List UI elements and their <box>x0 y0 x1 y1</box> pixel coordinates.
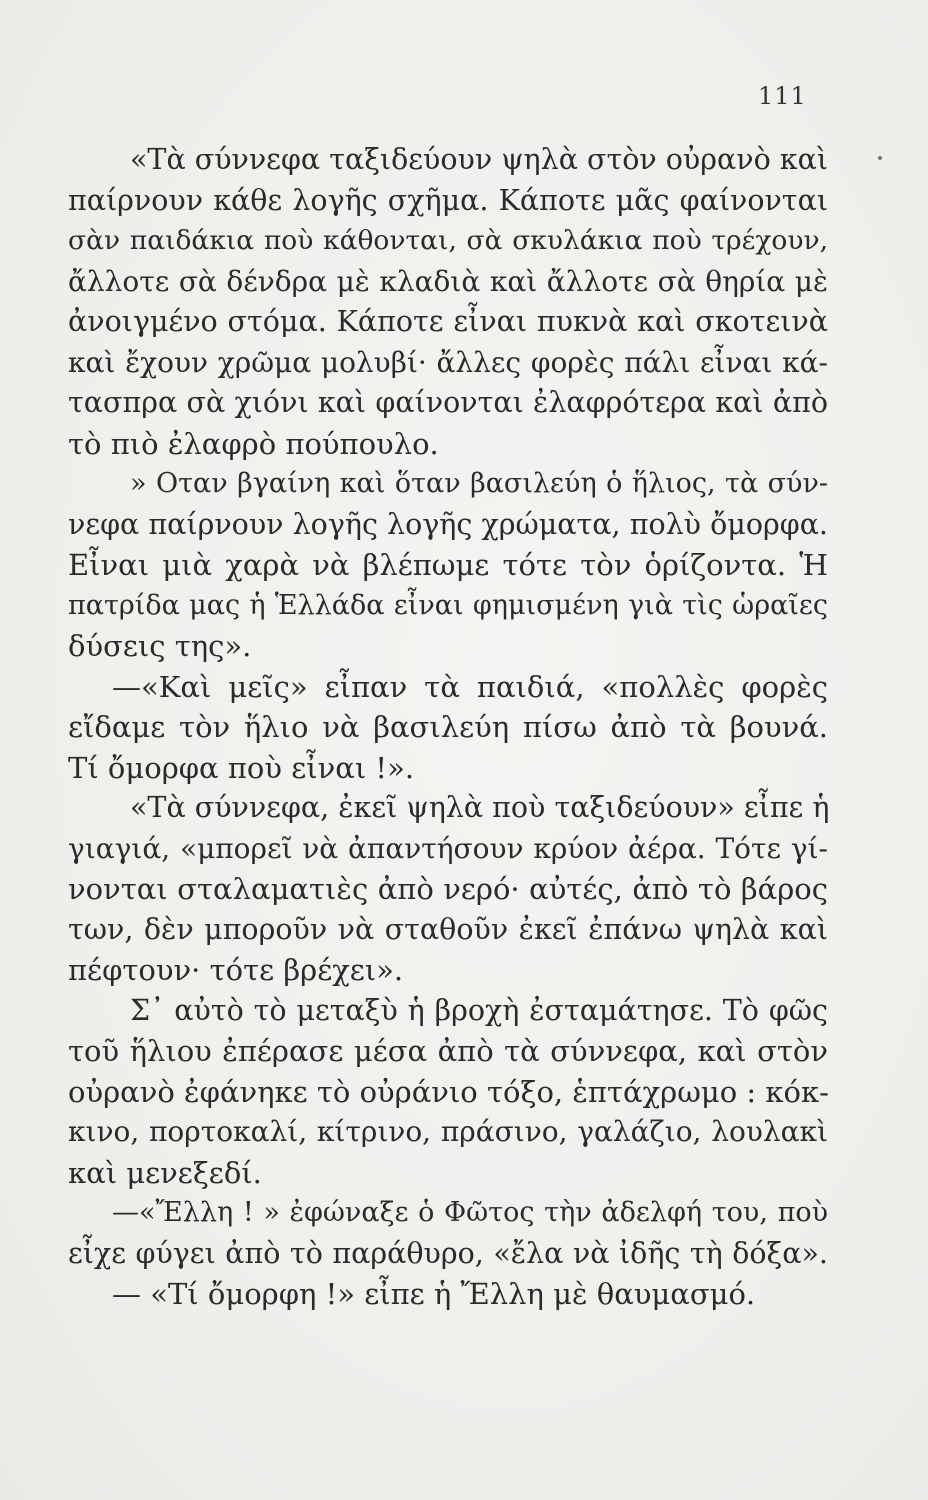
text-line: τοῦ ἥλιου ἐπέρασε μέσα ἀπὸ τὰ σύννεφα, καὶ στὸν <box>68 1034 828 1068</box>
text-line: των, δὲν μποροῦν νὰ σταθοῦν ἐκεῖ ἐπάνω ψηλὰ καὶ <box>68 912 828 946</box>
text-line: —«Ἔλλη ! » ἐφώναξε ὁ Φῶτος τὴν ἀδελφή του, ποὺ <box>112 1197 828 1228</box>
text-line: παίρνουν κάθε λογῆς σχῆμα. Κάποτε μᾶς φαίνονται <box>68 183 828 217</box>
text-line: κινο, πορτοκαλί, κίτρινο, πράσινο, γαλάζιο, λουλακὶ <box>68 1115 828 1148</box>
text-line: —«Καὶ μεῖς» εἶπαν τὰ παιδιά, «πολλὲς φορὲς <box>112 669 828 704</box>
text-line: πέφτουν· τότε βρέχει». <box>68 953 404 987</box>
body-text <box>68 140 828 1315</box>
page-number: 111 <box>758 82 807 110</box>
text-line: » Οταν βγαίνη καὶ ὅταν βασιλεύη ὁ ἥλιος, τὰ σύν- <box>130 468 828 499</box>
text-line: δύσεις της». <box>68 629 252 663</box>
text-line: καὶ ἔχουν χρῶμα μολυβί· ἄλλες φορὲς πάλι εἶναι κά- <box>68 345 828 379</box>
text-line: σὰν παιδάκια ποὺ κάθονται, σὰ σκυλάκια ποὺ τρέχουν, <box>68 225 828 256</box>
text-line: Σ᾽ αὐτὸ τὸ μεταξὺ ἡ βροχὴ ἐσταμάτησε. Τὸ φῶς <box>130 993 828 1027</box>
text-line: «Τὰ σύννεφα, ἐκεῖ ψηλὰ ποὺ ταξιδεύουν» εἶπε ἡ <box>130 791 830 824</box>
text-line: Τί ὄμορφα ποὺ εἶναι !». <box>68 750 415 785</box>
text-line: Εἶναι μιὰ χαρὰ νὰ βλέπωμε τότε τὸν ὁρίζοντα. Ἡ <box>68 548 828 582</box>
text-line: οὐρανὸ ἐφάνηκε τὸ οὐράνιο τόξο, ἑπτάχρωμο : κόκ- <box>68 1074 829 1109</box>
text-line: τασπρα σὰ χιόνι καὶ φαίνονται ἐλαφρότερα καὶ ἀπὸ <box>68 386 828 419</box>
stray-ink-mark <box>878 156 882 160</box>
text-line: — «Τί ὄμορφη !» εἶπε ἡ Ἔλλη μὲ θαυμασμό. <box>112 1277 756 1311</box>
text-line: τὸ πιὸ ἐλαφρὸ πούπουλο. <box>68 426 439 461</box>
text-line: εἶχε φύγει ἀπὸ τὸ παράθυρο, «ἔλα νὰ ἰδῆς τὴ δόξα». <box>68 1236 828 1270</box>
text-line: εἴδαμε τὸν ἥλιο νὰ βασιλεύη πίσω ἀπὸ τὰ βουνά. <box>68 710 828 744</box>
text-line: ἀνοιγμένο στόμα. Κάποτε εἶναι πυκνὰ καὶ σκοτεινὰ <box>68 305 828 338</box>
text-line: «Τὰ σύννεφα ταξιδεύουν ψηλὰ στὸν οὐρανὸ καὶ <box>130 143 829 176</box>
text-line: νεφα παίρνουν λογῆς λογῆς χρώματα, πολὺ ὄμορφα. <box>68 507 828 541</box>
text-line: πατρίδα μας ἡ Ἑλλάδα εἶναι φημισμένη γιὰ τὶς ὡραῖες <box>68 589 828 621</box>
text-line: νονται σταλαματιὲς ἀπὸ νερό· αὐτές, ἀπὸ τὸ βάρος <box>68 872 828 906</box>
text-line: γιαγιά, «μπορεῖ νὰ ἀπαντήσουν κρύον ἀέρα. Τότε γί- <box>68 831 828 865</box>
text-line: καὶ μενεξεδί. <box>68 1155 262 1190</box>
text-line: ἄλλοτε σὰ δένδρα μὲ κλαδιὰ καὶ ἄλλοτε σὰ θηρία μὲ <box>68 264 828 298</box>
